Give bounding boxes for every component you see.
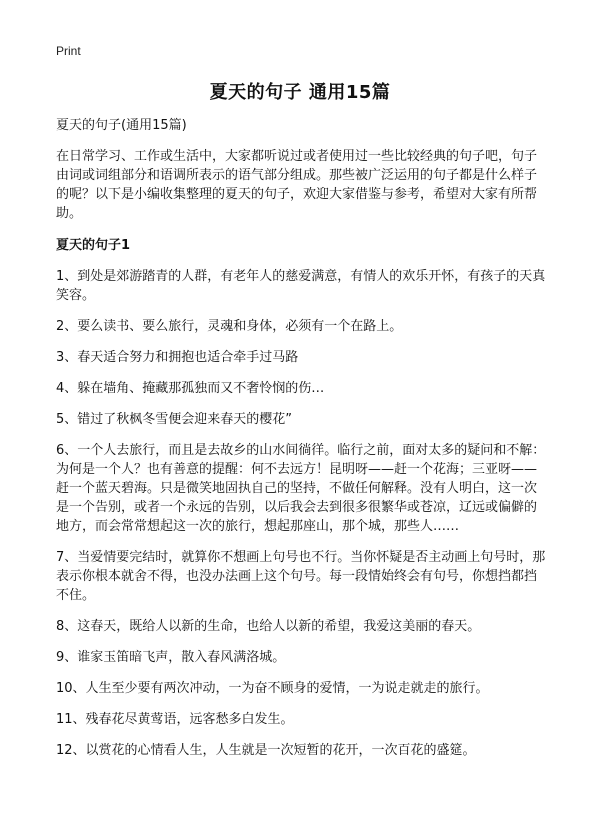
sentence-paragraph: 2、要么读书、要么旅行，灵魂和身体，必须有一个在路上。 [56, 319, 403, 334]
sentence-paragraph: 12、以赏花的心情看人生，人生就是一次短暂的花开，一次百花的盛筵。 [56, 743, 476, 758]
sentence-paragraph: 7、当爱情要完结时，就算你不想画上句号也不行。当你怀疑是否主动画上句号时，那表示你根本就舍不得，也没办法画上这个句号。每一段情始终会有句号，你想挡都挡不住。 [56, 550, 546, 603]
sentence-paragraph: 3、春天适合努力和拥抱也适合牵手过马路 [56, 350, 299, 365]
intro-paragraph: 在日常学习、工作或生活中，大家都听说过或者使用过一些比较经典的句子吧，句子由词或词组部分和语调所表示的语气部分组成。那些被广泛运用的句子都是什么样子的呢？以下是小编收集整理的夏天的句子，欢迎大家借鉴与参考，希望对大家有所帮助。 [56, 149, 538, 221]
sentence-paragraph: 9、谁家玉笛暗飞声，散入春风满洛城。 [56, 650, 286, 665]
document-body [56, 116, 548, 772]
document-subtitle: 夏天的句子(通用15篇) [56, 118, 187, 133]
section-heading: 夏天的句子1 [56, 238, 131, 253]
print-label[interactable]: Print [56, 44, 81, 58]
sentence-paragraph: 11、残春花尽黄莺语，远客愁多白发生。 [56, 712, 294, 727]
sentence-paragraph: 1、到处是郊游踏青的人群，有老年人的慈爱满意，有情人的欢乐开怀，有孩子的天真笑容。 [56, 269, 546, 303]
sentence-paragraph: 5、错过了秋枫冬雪便会迎来春天的樱花” [56, 412, 293, 427]
sentence-paragraph: 6、一个人去旅行，而且是去故乡的山水间徜徉。临行之前，面对太多的疑问和不解：为何是一个人？也有善意的提醒：何不去远方！昆明呀——赶一个花海；三亚呀——赶一个蓝天碧海。只是微笑地固执自己的坚持，不做任何解释。没有人明白，这一次是一个告别，或者一个永远的告别，以后我会去到很多很繁华或苍凉，辽远或偏僻的地方，而会常常想起这一次的旅行，想起那座山，那个城，那些人…… [56, 443, 546, 534]
sentence-paragraph: 4、躲在墙角、掩藏那孤独而又不奢怜悯的伤… [56, 381, 325, 396]
document-title: 夏天的句子 通用15篇 [209, 82, 391, 103]
sentence-paragraph: 10、人生至少要有两次冲动，一为奋不顾身的爱情，一为说走就走的旅行。 [56, 681, 489, 696]
sentence-paragraph: 8、这春天，既给人以新的生命，也给人以新的希望，我爱这美丽的春天。 [56, 619, 481, 634]
